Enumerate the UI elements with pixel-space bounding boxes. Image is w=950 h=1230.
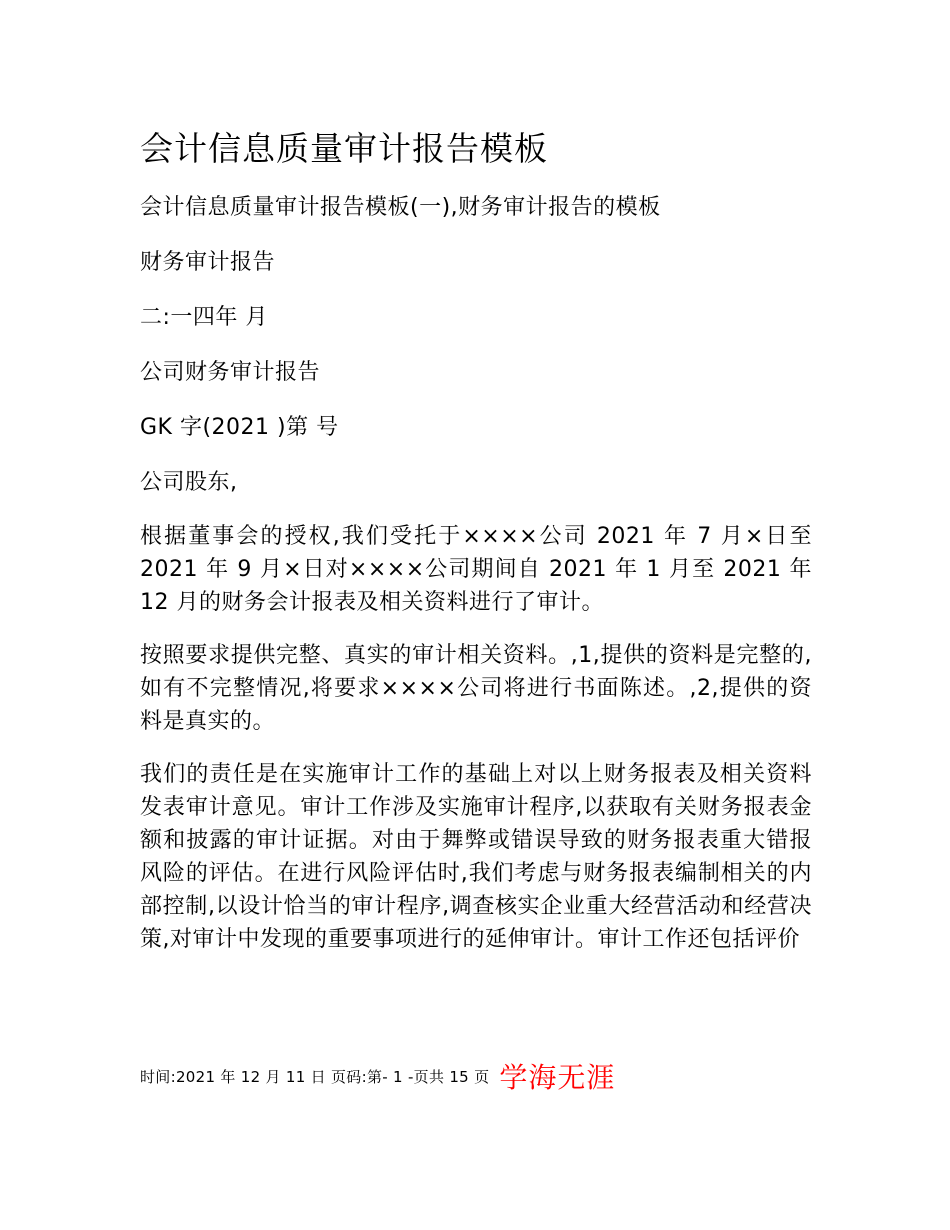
company-report-heading: 公司财务审计报告 — [140, 360, 321, 385]
date-line: 二:一四年 月 — [140, 305, 268, 330]
subtitle-line: 会计信息质量审计报告模板(一),财务审计报告的模板 — [140, 195, 661, 220]
report-heading: 财务审计报告 — [140, 250, 276, 275]
document-title: 会计信息质量审计报告模板 — [140, 129, 548, 168]
footer-meta: 时间:2021 年 12 月 11 日 页码:第- 1 -页共 15 页 — [140, 1067, 490, 1086]
paragraph-materials: 按照要求提供完整、真实的审计相关资料。,1,提供的资料是完整的,如有不完整情况,将要求××××公司将进行书面陈述。,2,提供的资料是真实的。 — [140, 643, 812, 734]
report-number: GK 字(2021 )第 号 — [140, 415, 339, 440]
salutation: 公司股东, — [140, 470, 238, 495]
paragraph-authorization: 根据董事会的授权,我们受托于××××公司 2021 年 7 月×日至 2021 年 9 月×日对××××公司期间自 2021 年 1 月至 2021 年 12 月的财务会计报表及相关资料进行了审计。 — [140, 524, 812, 615]
page-footer — [140, 1056, 615, 1096]
document-body — [140, 124, 812, 956]
paragraph-responsibility: 我们的责任是在实施审计工作的基础上对以上财务报表及相关资料发表审计意见。审计工作涉及实施审计程序,以获取有关财务报表金额和披露的审计证据。对由于舞弊或错误导致的财务报表重大错报风险的评估。在进行风险评估时,我们考虑与财务报表编制相关的内部控制,以设计恰当的审计程序,调查核实企业重大经营活动和经营决策,对审计中发现的重要事项进行的延伸审计。审计工作还包括评价 — [140, 762, 812, 952]
footer-brand: 学海无涯 — [499, 1061, 616, 1094]
